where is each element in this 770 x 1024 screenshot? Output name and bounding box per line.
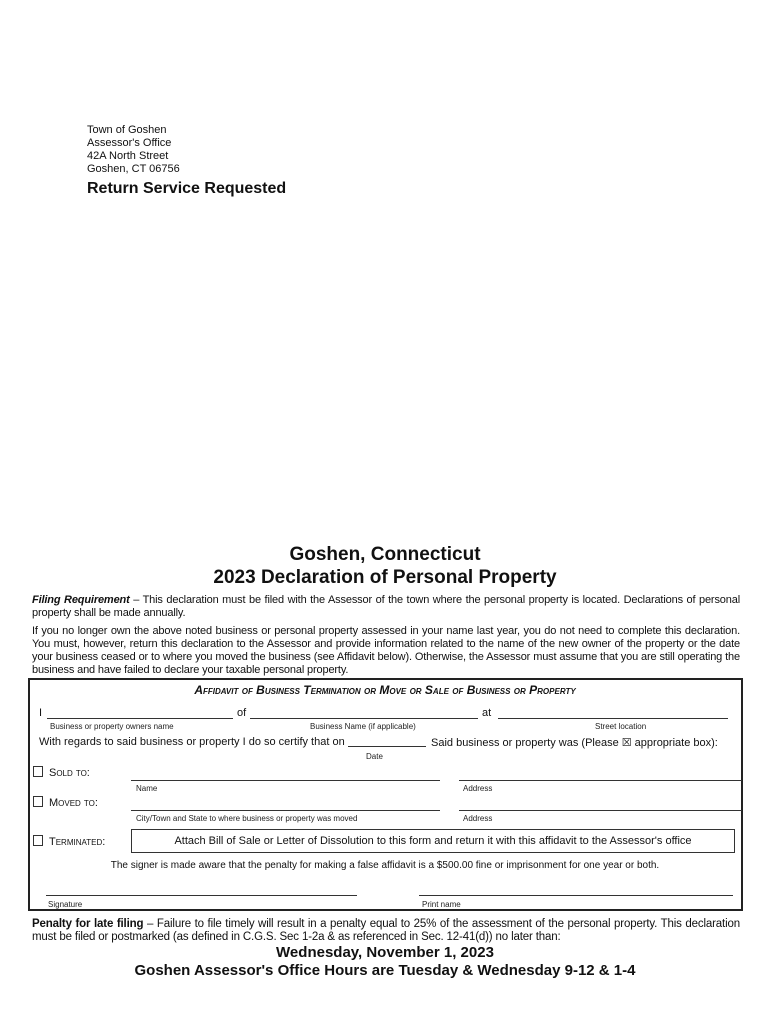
signature-caption: Signature	[48, 900, 83, 909]
filing-requirement	[32, 594, 740, 620]
page-title: Goshen, Connecticut	[289, 544, 481, 565]
label-i: I	[39, 707, 43, 719]
date-field[interactable]	[348, 746, 426, 747]
label-at: at	[482, 707, 492, 719]
affidavit-box	[28, 678, 743, 911]
address-caption: Address	[463, 784, 493, 793]
certify-text: With regards to said business or property I do so certify that on	[39, 736, 345, 748]
false-affidavit-warning: The signer is made aware that the penalty for making a false affidavit is a $500.00 fine or imprisonment for one year or both.	[110, 860, 660, 871]
moved-city-field[interactable]	[131, 810, 440, 811]
name-caption: Name	[136, 784, 158, 793]
moved-to-checkbox[interactable]	[33, 796, 43, 807]
address-line: Assessor's Office	[87, 137, 172, 149]
terminated-label: Terminated:	[49, 836, 106, 848]
deadline-date: Wednesday, November 1, 2023	[276, 944, 494, 961]
street-location-field[interactable]	[498, 718, 728, 719]
sold-to-label: Sold to:	[49, 767, 90, 779]
moved-to-label: Moved to:	[49, 797, 98, 809]
page-subtitle: 2023 Declaration of Personal Property	[213, 567, 557, 588]
address-line: Goshen, CT 06756	[87, 163, 180, 175]
business-name-field[interactable]	[250, 718, 478, 719]
sold-name-field[interactable]	[131, 780, 440, 781]
return-service-requested: Return Service Requested	[87, 180, 287, 197]
sender-address	[87, 124, 180, 176]
owner-caption: Business or property owners name	[50, 722, 174, 731]
sold-address-field[interactable]	[459, 780, 742, 781]
filing-label: Filing Requirement	[32, 594, 130, 606]
terminated-note: Attach Bill of Sale or Letter of Dissolution to this form and return it with this affidavit to the Assessor's office	[131, 829, 735, 853]
office-hours: Goshen Assessor's Office Hours are Tuesday & Wednesday 9-12 & 1-4	[134, 962, 636, 979]
print-name-field[interactable]	[419, 895, 733, 896]
late-filing-penalty	[32, 918, 740, 944]
moved-address-field[interactable]	[459, 810, 742, 811]
sold-to-checkbox[interactable]	[33, 766, 43, 777]
date-caption: Date	[366, 752, 383, 761]
said-text: Said business or property was (Please ☒ appropriate box):	[431, 737, 718, 749]
notice-paragraph: If you no longer own the above noted business or personal property assessed in your name last year, you do not need to complete this declaration. You must, however, return this declaration to the Assessor and provide information related to the name of the new owner of the property or the date your business ceased or to where you moved the business (see Affidavit below). Otherwise, the Assessor must assume that you are still operating the business and have failed to declare your taxable personal property.	[32, 625, 740, 676]
address-line: 42A North Street	[87, 150, 169, 162]
owner-name-field[interactable]	[47, 718, 233, 719]
affidavit-heading: Affidavit of Business Termination or Move or Sale of Business or Property	[194, 683, 576, 697]
print-name-caption: Print name	[422, 900, 461, 909]
street-caption: Street location	[595, 722, 647, 731]
city-caption: City/Town and State to where business or property was moved	[136, 814, 358, 823]
label-of: of	[237, 707, 247, 719]
filing-text: – This declaration must be filed with the Assessor of the town where the personal property is located. Declarations of personal property shall be made annually.	[32, 594, 740, 619]
terminated-checkbox[interactable]	[33, 835, 43, 846]
address-caption: Address	[463, 814, 493, 823]
business-caption: Business Name (if applicable)	[310, 722, 416, 731]
signature-field[interactable]	[46, 895, 357, 896]
late-text: – Failure to file timely will result in a penalty equal to 25% of the assessment of the personal property. This declaration must be filed or postmarked (as defined in C.G.S. Sec 1-2a & as referenced in Sec. 12-41(d)) no later than:	[32, 918, 740, 943]
address-line: Town of Goshen	[87, 124, 167, 136]
late-label: Penalty for late filing	[32, 918, 144, 930]
